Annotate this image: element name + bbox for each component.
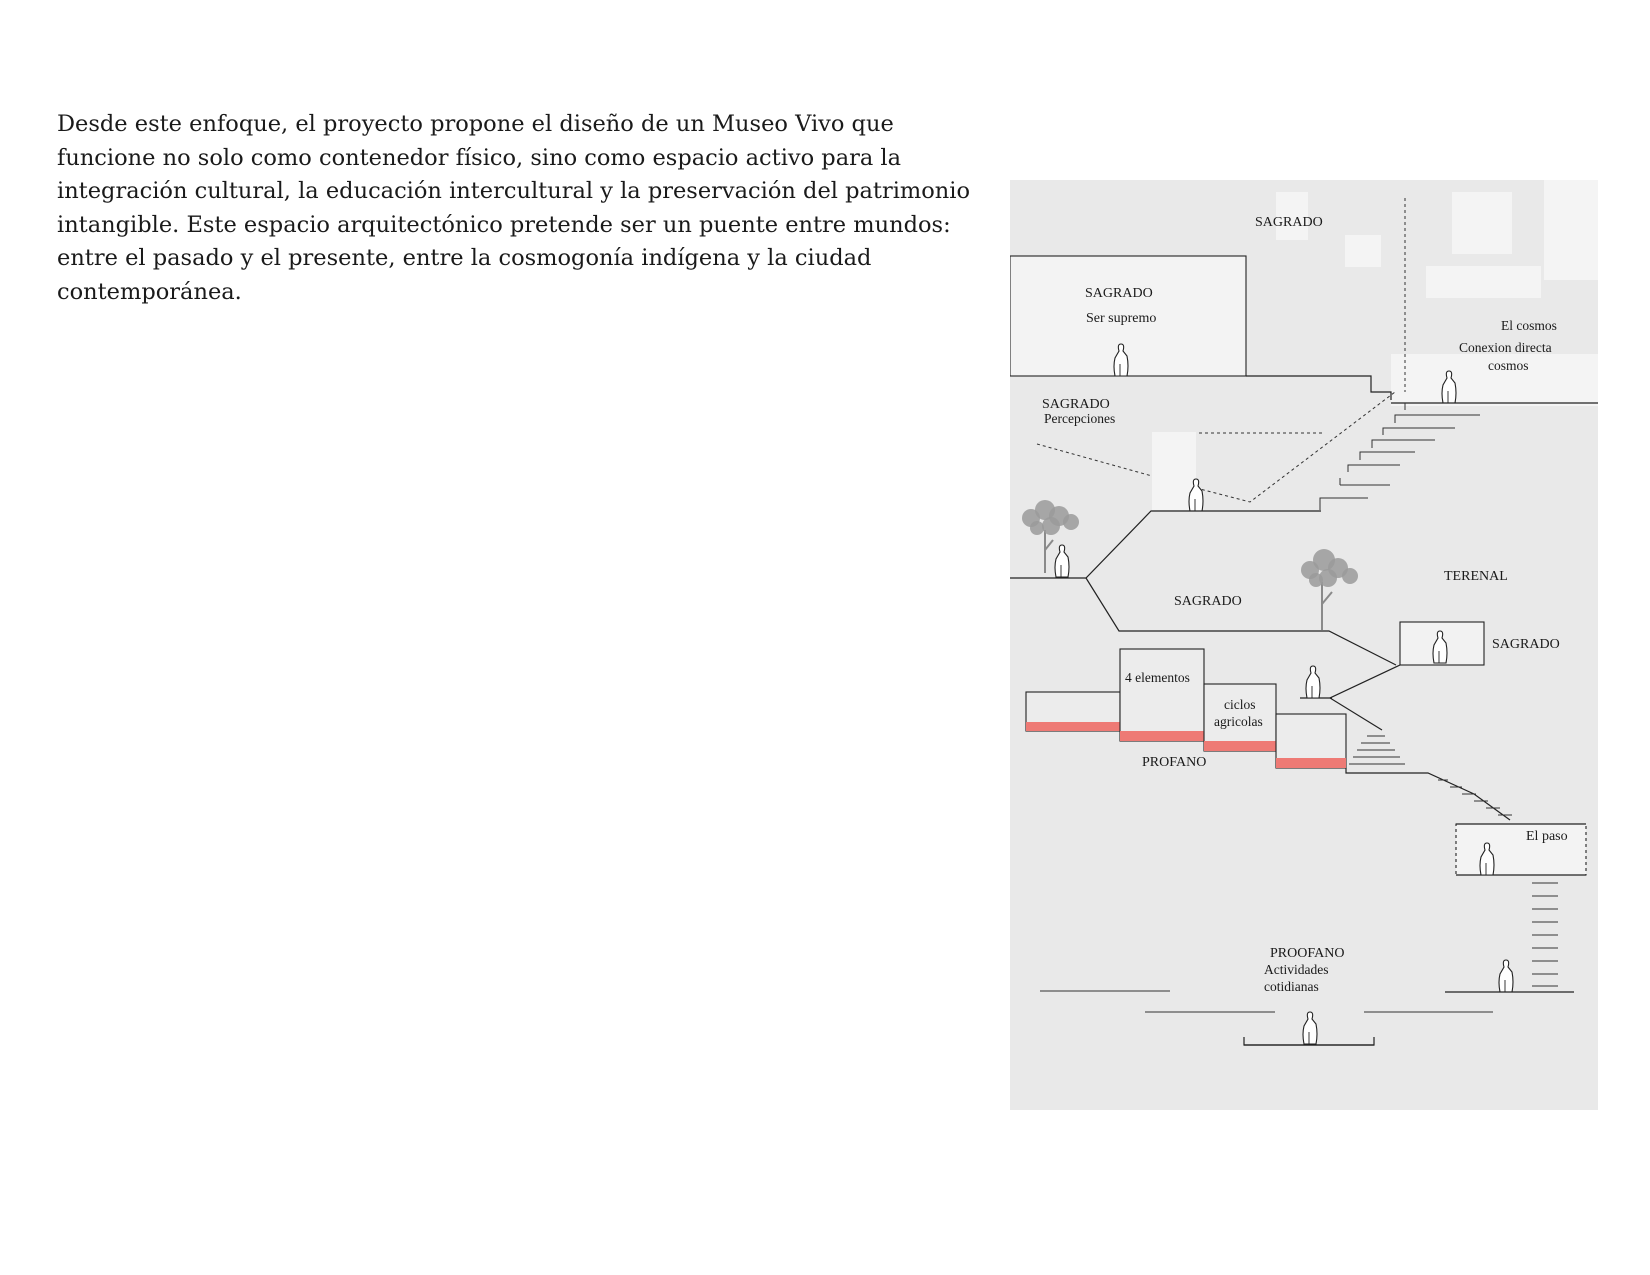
architectural-section-diagram (1010, 180, 1598, 1110)
label-el-cosmos: El cosmos (1501, 318, 1557, 333)
body-paragraph (57, 108, 971, 309)
label-proofano: PROOFANO (1270, 946, 1345, 961)
label-4-elementos: 4 elementos (1125, 670, 1190, 685)
label-agricolas: agricolas (1214, 714, 1263, 729)
paragraph-line: contemporánea. (57, 278, 242, 305)
label-sagrado-middle: SAGRADO (1174, 594, 1242, 609)
label-profano: PROFANO (1142, 755, 1207, 770)
label-percepciones: Percepciones (1044, 411, 1116, 426)
paragraph-line: funcione no solo como contenedor físico, sino como espacio activo para la (57, 144, 902, 171)
label-sagrado-percepciones: SAGRADO (1042, 397, 1110, 412)
label-el-paso: El paso (1526, 829, 1568, 844)
label-sagrado-top: SAGRADO (1255, 215, 1323, 230)
paragraph-line: entre el pasado y el presente, entre la cosmogonía indígena y la ciudad (57, 245, 872, 271)
label-cosmos: cosmos (1488, 358, 1529, 373)
paragraph-line: Desde este enfoque, el proyecto propone el diseño de un Museo Vivo que (57, 111, 894, 137)
label-sagrado-box: SAGRADO (1085, 286, 1153, 301)
label-ser-supremo: Ser supremo (1086, 311, 1157, 326)
label-conexion-directa: Conexion directa (1459, 340, 1552, 355)
label-cotidianas: cotidianas (1264, 979, 1319, 994)
paragraph-line: integración cultural, la educación intercultural y la preservación del patrimonio (57, 178, 971, 204)
paragraph-line: intangible. Este espacio arquitectónico pretende ser un puente entre mundos: (57, 211, 951, 238)
label-actividades: Actividades (1264, 962, 1329, 977)
label-sagrado-right: SAGRADO (1492, 637, 1560, 652)
label-ciclos: ciclos (1224, 697, 1256, 712)
label-terenal: TERENAL (1444, 569, 1508, 584)
